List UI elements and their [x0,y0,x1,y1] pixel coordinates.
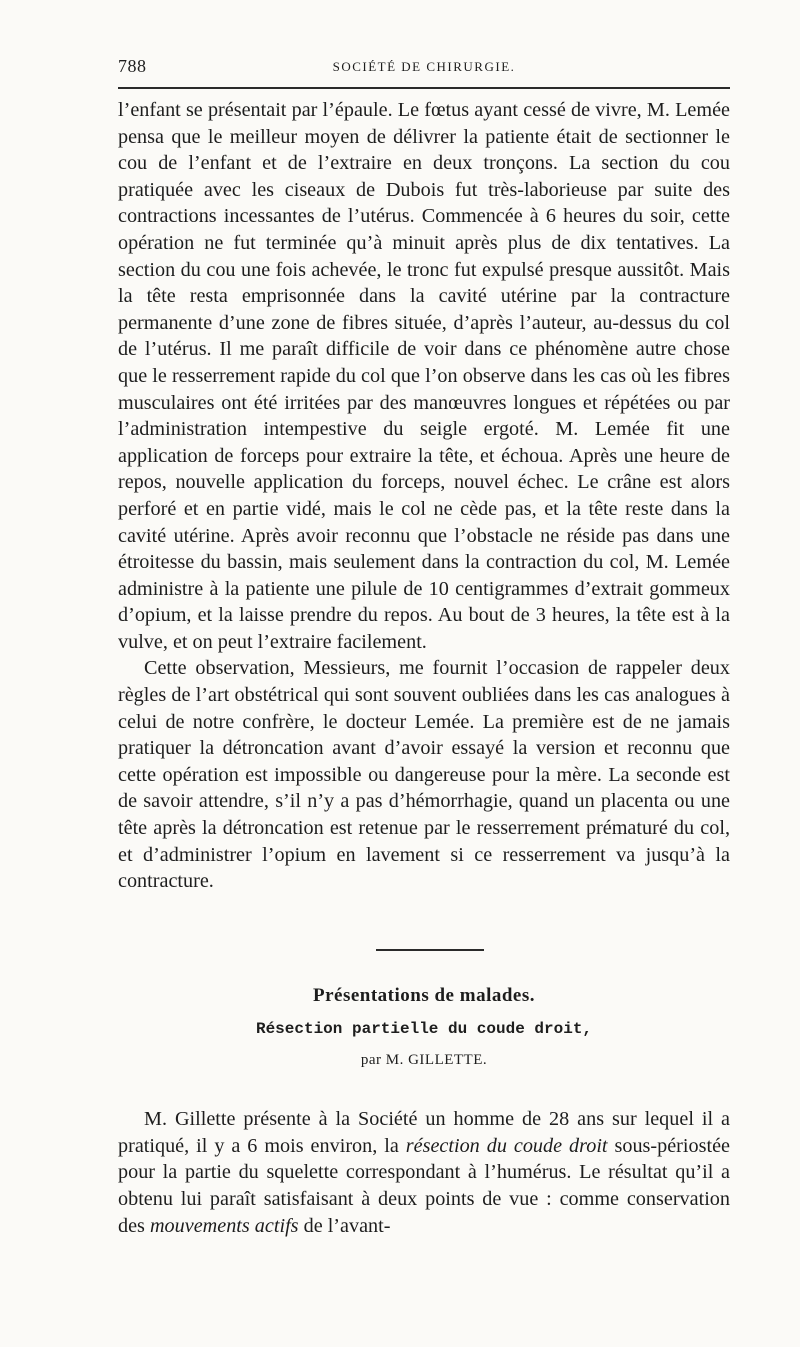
section-divider [376,949,484,951]
emphasis-mouvements: mouvements actifs [149,1214,299,1237]
paragraph-observation: Cette observation, Messieurs, me fournit l’occasion de rappeler deux règles de l’art obstétrical qui sont souvent oubliées dans les cas analogues à celui de notre confrère, le docteur Lemée. La première est de ne jamais pratiquer la détroncation avant d’avoir essayé la version et reconnu que cette opération est impossible ou dangereuse pour la mère. La seconde est de savoir attendre, s’il n’y a pas d’hémorrhagie, quand un placenta ou une tête après la détroncation est retenue par le resserrement prématuré du col, et d’administrer l’opium en lavement si ce resserrement va jusqu’à la contracture. [118,657,730,893]
body-text [118,97,730,895]
section-subheading: Résection partielle du coude droit, [255,1020,593,1038]
text-run: de l’avant- [298,1214,391,1237]
header-rule [118,87,730,89]
paragraph-continuation: l’enfant se présentait par l’épaule. Le fœtus ayant cessé de vivre, M. Lemée pensa que le meilleur moyen de délivrer la patiente était de sectionner le cou de l’enfant et de l’extraire en deux tronçons. La section du cou pratiquée avec les ciseaux de Dubois fut très-laborieuse par suite des contractions incessantes de l’utérus. Commencée à 6 heures du soir, cette opération ne fut terminée qu’à minuit après plus de dix tentatives. La section du cou une fois achevée, le tronc fut expulsé presque aussitôt. Mais la tête resta emprisonnée dans la cavité utérine par la contracture permanente d’une zone de fibres située, d’après l’auteur, au-dessus du col de l’utérus. Il me paraît difficile de voir dans ce phénomène autre chose que le resserrement rapide du col que l’on observe dans les cas où les fibres musculaires ont été irritées par des manœuvres longues et répétées ou par l’administration intempestive du seigle ergoté. M. Lemée fit une application de forceps pour extraire la tête, et échoua. Après une heure de repos, nouvelle application du forceps, nouvel échec. Le crâne est alors perforé et en partie vidé, mais le col ne cède pas, et la tête reste dans la cavité utérine. Après avoir reconnu que l’obstacle ne réside pas dans une étroitesse du bassin, mais seulement dans la contraction du col, M. Lemée administre à la patiente une pilule de 10 centigrammes d’extrait gommeux d’opium, et la laisse prendre du repos. Au bout de 3 heures, la tête est à la vulve, et on peut l’extraire facilement. [118,99,730,653]
running-head [118,56,730,78]
section-heading: Présentations de malades. [312,985,535,1006]
author-byline: par M. GILLETTE. [360,1052,488,1068]
text-run: M. Gillette présente à la Société un homme de 28 ans sur lequel il a pratiqué, il y a 6 mois environ, la [118,1108,730,1157]
text-run: sous-périostée pour la partie du squelette correspondant à l’humérus. Le résultat qu’il a obtenu lui paraît satisfaisant à deux points de vue : comme conservation des [118,1134,730,1237]
paragraph-gillette [118,1106,730,1239]
running-title: SOCIÉTÉ DE CHIRURGIE. [332,59,516,74]
emphasis-resection: résection du coude droit [405,1134,608,1157]
page-number: 788 [118,56,147,76]
